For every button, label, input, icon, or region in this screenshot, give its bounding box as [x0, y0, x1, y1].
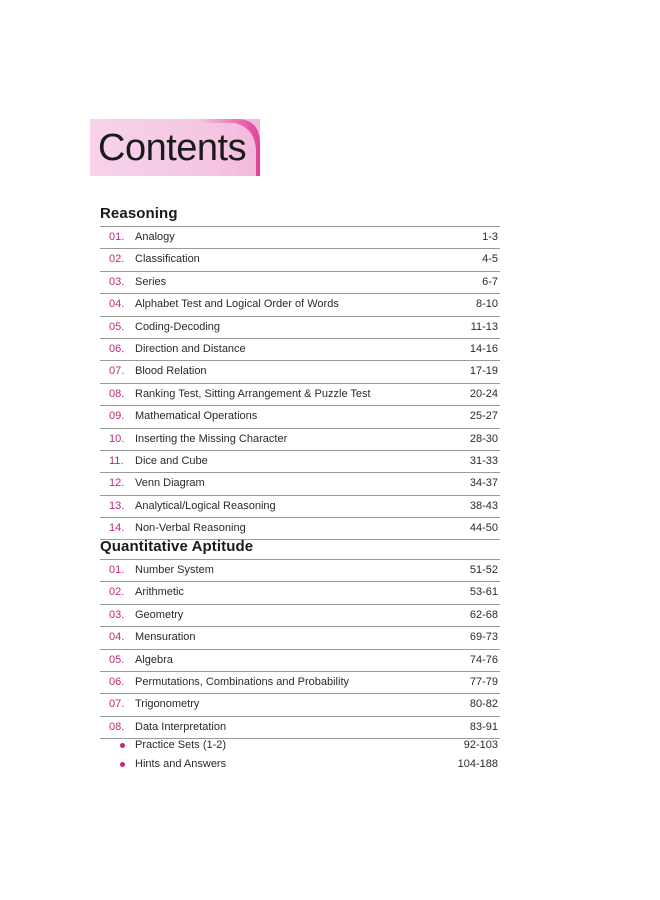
toc-list-reasoning — [100, 226, 500, 540]
toc-entry — [100, 671, 500, 693]
entry-pages: 31-33 — [469, 454, 498, 467]
bullet-icon — [120, 762, 125, 767]
toc-entry — [100, 450, 500, 472]
toc-entry — [100, 360, 500, 382]
entry-pages: 53-61 — [469, 586, 498, 599]
entry-number: 04. — [109, 298, 125, 311]
page-title: Contents — [98, 127, 247, 169]
entry-title: Data Interpretation — [135, 720, 227, 733]
entry-pages: 28-30 — [469, 432, 498, 445]
toc-list-quantitative-aptitude — [100, 559, 500, 739]
entry-pages: 62-68 — [469, 608, 498, 621]
toc-entry — [100, 226, 500, 248]
entry-pages: 14-16 — [469, 342, 498, 355]
entry-pages: 38-43 — [469, 499, 498, 512]
entry-title: Blood Relation — [135, 365, 207, 378]
entry-number: 06. — [109, 675, 125, 688]
entry-number: 05. — [109, 320, 125, 333]
entry-number: 01. — [109, 564, 125, 576]
entry-pages: 83-91 — [469, 720, 498, 733]
toc-entry — [100, 559, 500, 581]
toc-entry — [100, 248, 500, 270]
bullet-icon — [120, 743, 125, 748]
entry-pages: 77-79 — [469, 675, 498, 688]
extra-pages: 104-188 — [457, 758, 498, 770]
entry-pages: 34-37 — [469, 477, 498, 490]
entry-title: Number System — [135, 564, 214, 576]
toc-entry — [100, 338, 500, 360]
toc-entry — [100, 649, 500, 671]
toc-entry — [100, 428, 500, 450]
section-heading-quantitative-aptitude: Quantitative Aptitude — [100, 538, 254, 555]
toc-entry — [100, 316, 500, 338]
entry-pages: 20-24 — [469, 387, 498, 400]
entry-number: 02. — [109, 253, 125, 266]
extra-pages: 92-103 — [463, 739, 498, 751]
entry-title: Mathematical Operations — [135, 410, 258, 423]
entry-number: 07. — [109, 698, 125, 711]
entry-pages: 74-76 — [469, 653, 498, 666]
entry-title: Analytical/Logical Reasoning — [135, 499, 276, 512]
entry-title: Permutations, Combinations and Probability — [135, 675, 350, 688]
entry-pages: 69-73 — [469, 631, 498, 644]
entry-number: 12. — [109, 477, 125, 490]
entry-number: 13. — [109, 499, 125, 512]
entry-number: 10. — [109, 432, 125, 445]
entry-title: Inserting the Missing Character — [135, 432, 288, 445]
entry-pages: 80-82 — [469, 698, 498, 711]
entry-number: 09. — [109, 410, 125, 423]
entry-title: Dice and Cube — [135, 454, 208, 467]
toc-entry — [100, 405, 500, 427]
extra-entry — [100, 755, 500, 774]
entry-title: Coding-Decoding — [135, 320, 220, 333]
toc-entry — [100, 472, 500, 494]
entry-title: Alphabet Test and Logical Order of Words — [135, 298, 339, 311]
entry-number: 03. — [109, 608, 125, 621]
entry-pages: 44-50 — [469, 522, 498, 535]
toc-entry — [100, 383, 500, 405]
entry-pages: 25-27 — [469, 410, 498, 423]
entry-pages: 6-7 — [482, 275, 498, 288]
entry-title: Arithmetic — [135, 586, 184, 599]
entry-title: Series — [135, 275, 167, 288]
entry-number: 04. — [109, 631, 125, 644]
entry-title: Ranking Test, Sitting Arrangement & Puzzle Test — [135, 387, 371, 400]
entry-title: Venn Diagram — [135, 477, 205, 490]
toc-entry — [100, 517, 500, 540]
extras-list — [100, 736, 500, 774]
entry-title: Direction and Distance — [135, 342, 246, 355]
entry-number: 07. — [109, 365, 125, 378]
toc-entry — [100, 626, 500, 648]
entry-pages: 4-5 — [482, 253, 498, 266]
toc-entry — [100, 581, 500, 603]
entry-number: 05. — [109, 653, 125, 666]
entry-title: Algebra — [135, 653, 173, 666]
entry-pages: 51-52 — [469, 564, 498, 576]
entry-number: 01. — [109, 231, 125, 243]
toc-entry — [100, 495, 500, 517]
entry-title: Classification — [135, 253, 200, 266]
toc-entry — [100, 293, 500, 315]
extra-title: Practice Sets (1-2) — [135, 739, 227, 751]
entry-title: Analogy — [135, 231, 175, 243]
entry-number: 06. — [109, 342, 125, 355]
toc-entry — [100, 604, 500, 626]
toc-entry — [100, 693, 500, 715]
entry-pages: 11-13 — [470, 320, 498, 333]
entry-title: Trigonometry — [135, 698, 200, 711]
entry-number: 14. — [109, 522, 125, 535]
extra-title: Hints and Answers — [135, 758, 227, 770]
extra-entry — [100, 736, 500, 755]
entry-pages: 17-19 — [469, 365, 498, 378]
entry-number: 02. — [109, 586, 125, 599]
entry-title: Geometry — [135, 608, 184, 621]
entry-title: Non-Verbal Reasoning — [135, 522, 246, 535]
entry-number: 11. — [109, 454, 124, 467]
entry-pages: 8-10 — [475, 298, 498, 311]
toc-entry — [100, 271, 500, 293]
entry-number: 03. — [109, 275, 125, 288]
section-heading-reasoning: Reasoning — [100, 205, 178, 222]
entry-number: 08. — [109, 720, 125, 733]
entry-pages: 1-3 — [482, 231, 498, 243]
entry-number: 08. — [109, 387, 125, 400]
entry-title: Mensuration — [135, 631, 196, 644]
